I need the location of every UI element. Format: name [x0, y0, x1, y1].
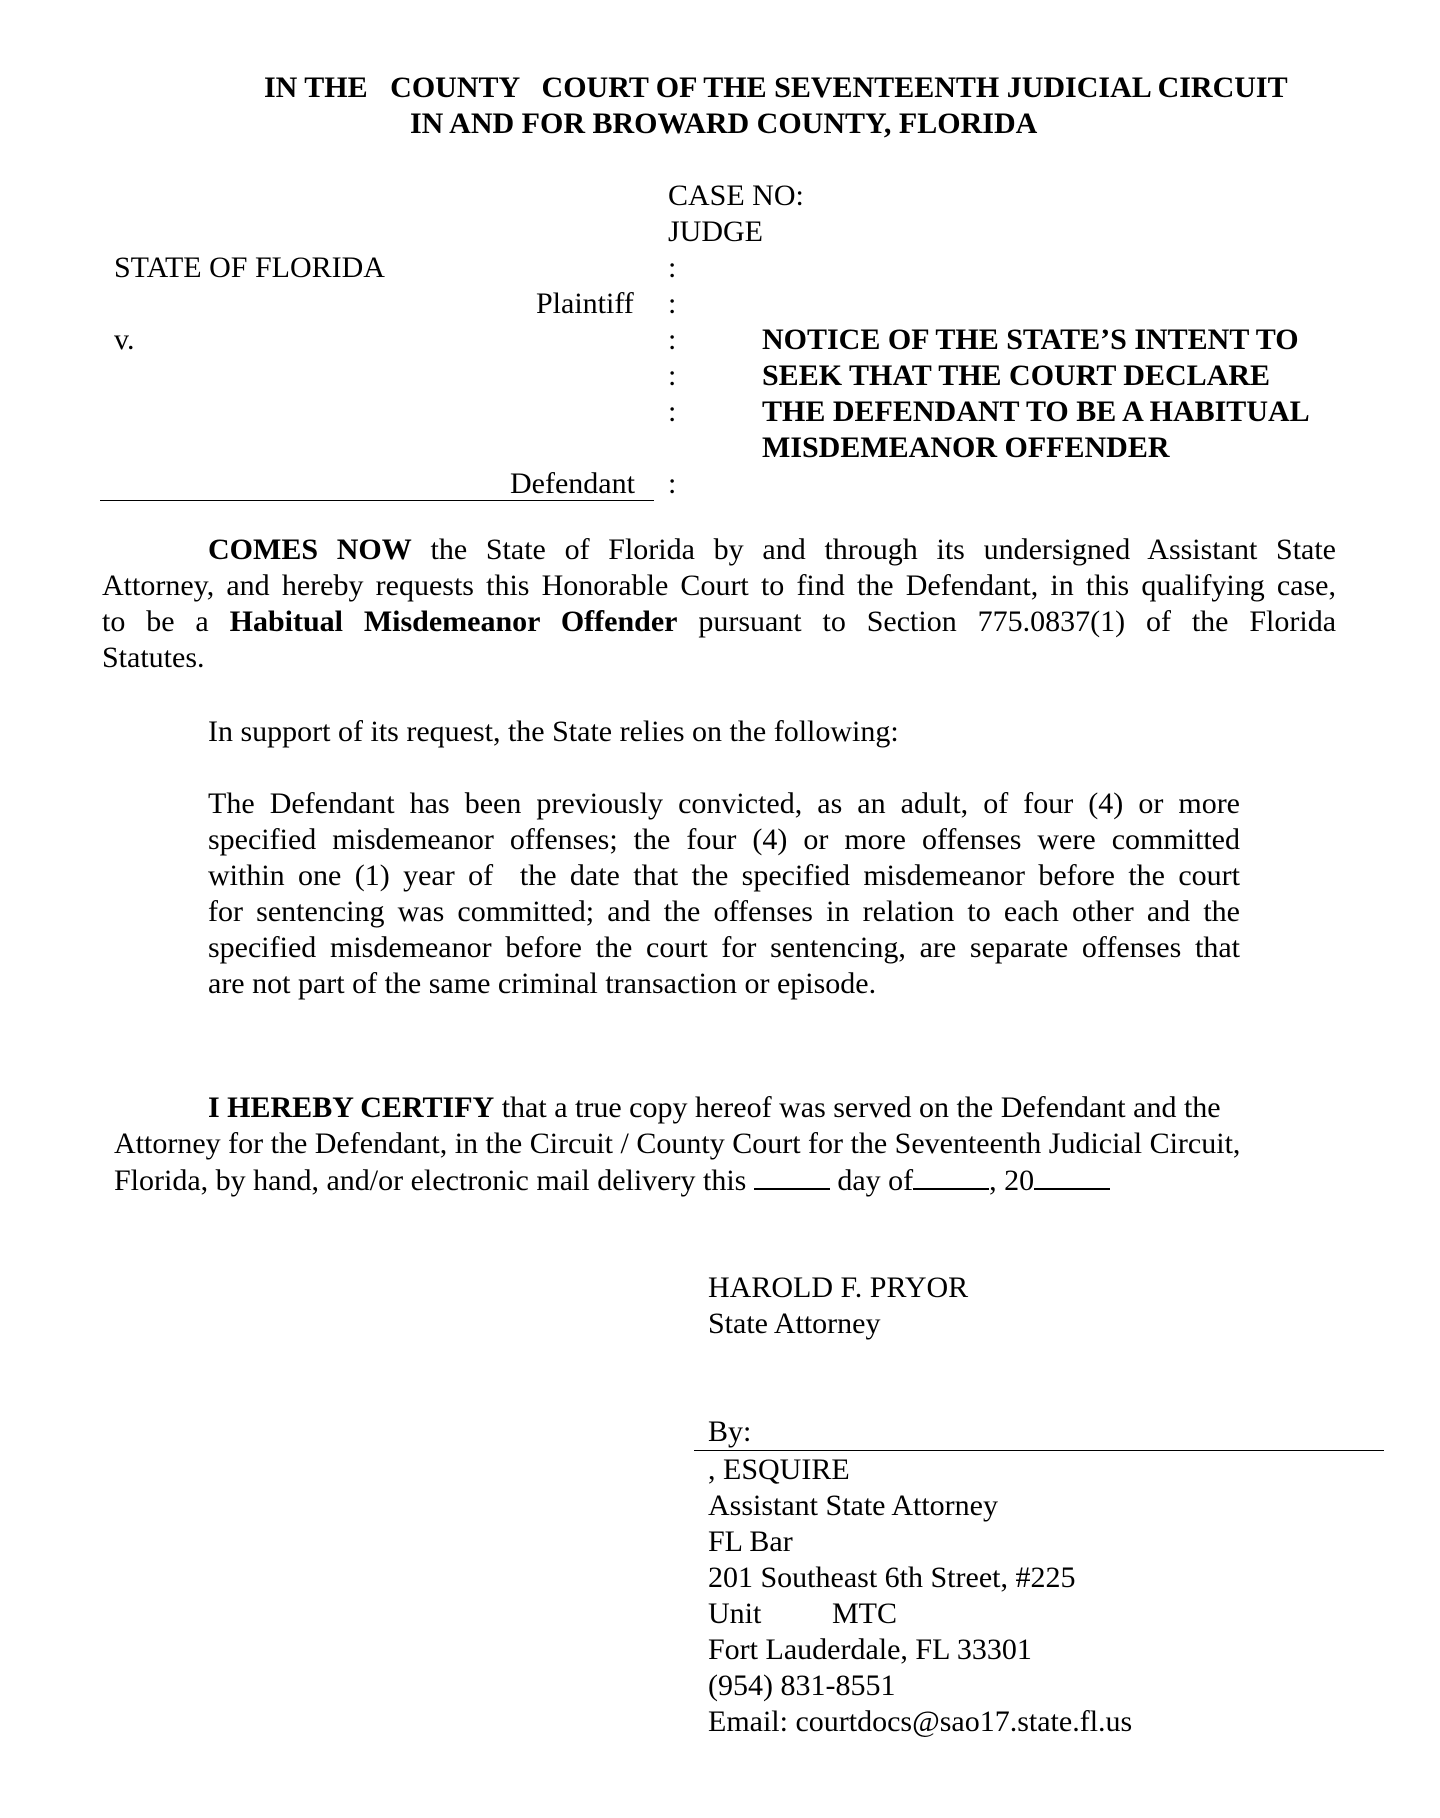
- by-label: By:: [708, 1415, 752, 1448]
- notice-title-line: MISDEMEANOR OFFENDER: [762, 431, 1170, 464]
- court-header-line-1: IN THE COUNTY COURT OF THE SEVENTEENTH JUDICIAL CIRCUIT: [264, 71, 1288, 104]
- paragraph-text: to be a: [102, 605, 230, 638]
- caption-colon: :: [668, 395, 677, 428]
- phone-number: (954) 831-8551: [708, 1669, 896, 1702]
- paragraph-line: [102, 568, 1336, 604]
- paragraph-line: specified misdemeanor before the court for sentencing, are separate offenses that: [208, 931, 1240, 964]
- paragraph-text: Attorney, and hereby requests this Honorable Court to find the Defendant, in this qualifying case,: [102, 569, 1336, 602]
- year-blank[interactable]: [1034, 1162, 1110, 1190]
- fl-bar: FL Bar: [708, 1525, 793, 1558]
- habitual-offender-term: Habitual Misdemeanor Offender: [229, 605, 678, 638]
- court-header-line-2: IN AND FOR BROWARD COUNTY, FLORIDA: [410, 107, 1038, 140]
- caption-colon: :: [668, 287, 677, 320]
- caption-colon: :: [668, 251, 677, 284]
- certificate-line-1: [208, 1090, 1221, 1126]
- comes-now-paragraph: [102, 532, 1336, 676]
- state-attorney-title: State Attorney: [708, 1307, 881, 1340]
- paragraph-line: within one (1) year of the date that the specified misdemeanor before the court: [208, 859, 1240, 892]
- assistant-title: Assistant State Attorney: [708, 1489, 998, 1522]
- notice-title-line: NOTICE OF THE STATE’S INTENT TO: [762, 323, 1299, 356]
- notice-title-line: THE DEFENDANT TO BE A HABITUAL: [762, 395, 1310, 428]
- caption-colon: :: [668, 323, 677, 356]
- versus: v.: [114, 323, 135, 356]
- paragraph-line: specified misdemeanor offenses; the four (4) or more offenses were committed: [208, 823, 1240, 856]
- caption-colon: :: [668, 467, 677, 500]
- certify-text: , 20: [989, 1164, 1035, 1197]
- certify-text: Florida, by hand, and/or electronic mail delivery this: [114, 1164, 754, 1197]
- support-intro: In support of its request, the State relies on the following:: [208, 715, 899, 748]
- notice-title-line: SEEK THAT THE COURT DECLARE: [762, 359, 1270, 392]
- paragraph-line: are not part of the same criminal transaction or episode.: [208, 967, 877, 1000]
- caption-colon: :: [668, 359, 677, 392]
- defendant-label: Defendant: [510, 467, 635, 500]
- case-no-label: CASE NO:: [668, 179, 804, 212]
- paragraph-line: The Defendant has been previously convicted, as an adult, of four (4) or more: [208, 787, 1240, 820]
- street-address: 201 Southeast 6th Street, #225: [708, 1561, 1076, 1594]
- paragraph-line: [102, 532, 1336, 568]
- certify-label: I HEREBY CERTIFY: [208, 1091, 495, 1124]
- month-blank[interactable]: [913, 1162, 989, 1190]
- email-address[interactable]: Email: courtdocs@sao17.state.fl.us: [708, 1705, 1133, 1738]
- paragraph-line: [102, 604, 1336, 640]
- signature-line[interactable]: [694, 1450, 1384, 1451]
- esquire-line: , ESQUIRE: [708, 1453, 850, 1486]
- plaintiff-label: Plaintiff: [536, 287, 634, 320]
- paragraph-line: [102, 640, 1336, 676]
- day-blank[interactable]: [754, 1162, 830, 1190]
- certificate-line-3: [114, 1162, 1110, 1199]
- paragraph-text: pursuant to Section 775.0837(1) of the Florida: [677, 605, 1337, 638]
- unit-label: Unit: [708, 1597, 762, 1630]
- state-attorney-name: HAROLD F. PRYOR: [708, 1271, 969, 1304]
- certificate-line-2: Attorney for the Defendant, in the Circuit / County Court for the Seventeenth Judicial Circuit,: [114, 1127, 1241, 1160]
- paragraph-line: for sentencing was committed; and the offenses in relation to each other and the: [208, 895, 1240, 928]
- paragraph-text: Statutes.: [102, 641, 205, 674]
- certify-text: that a true copy hereof was served on the Defendant and the: [494, 1091, 1221, 1124]
- city-state-zip: Fort Lauderdale, FL 33301: [708, 1633, 1032, 1666]
- certify-text: day of: [829, 1164, 914, 1197]
- judge-label: JUDGE: [668, 215, 763, 248]
- plaintiff-name: STATE OF FLORIDA: [114, 251, 385, 284]
- unit-value: MTC: [832, 1597, 898, 1630]
- comes-now-label: COMES NOW: [208, 533, 412, 566]
- grounds-paragraph: [208, 786, 1240, 1002]
- paragraph-text: the State of Florida by and through its undersigned Assistant State: [411, 533, 1336, 566]
- caption-underline: [100, 500, 654, 501]
